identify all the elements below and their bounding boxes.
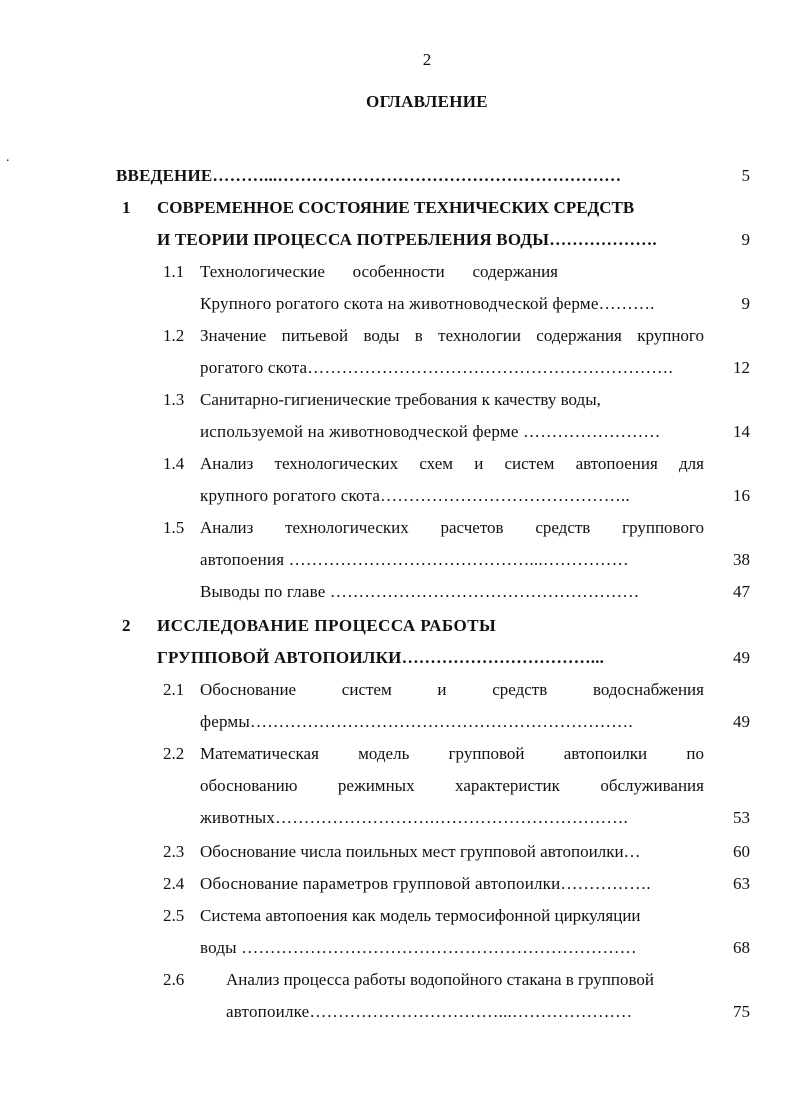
toc-section-title — [200, 744, 704, 764]
toc-section-title-cont — [200, 776, 704, 796]
toc-section-conclusions: Выводы по главе ……………………………………………… — [200, 582, 640, 601]
word: питьевой — [281, 326, 349, 345]
toc-section-number: 1.1 — [163, 262, 185, 281]
toc-section-title — [200, 518, 704, 538]
toc-entry-intro: ВВЕДЕНИЕ………...…………………………………………………… — [116, 166, 622, 185]
page-title: ОГЛАВЛЕНИЕ — [366, 92, 488, 111]
toc-section-number: 2.6 — [163, 970, 185, 989]
toc-section-page: 60 — [733, 842, 750, 861]
toc-section-title-cont: используемой на животноводческой ферме …………………… — [200, 422, 661, 441]
word: автопоения — [575, 454, 658, 473]
toc-section-title — [200, 680, 704, 700]
toc-section-title-cont: крупного рогатого скота…………………………………….. — [200, 486, 630, 505]
toc-section-number: 2.4 — [163, 874, 185, 893]
toc-chapter-title-cont: ГРУППОВОЙ АВТОПОИЛКИ……………………………... — [157, 648, 605, 667]
word: водоснабжения — [592, 680, 704, 699]
word: средств — [492, 680, 548, 699]
toc-section-number: 1.3 — [163, 390, 185, 409]
word: Технологические — [200, 262, 325, 281]
toc-section-title-cont: автопоения ……………………………………...…………… — [200, 550, 629, 569]
toc-section-number: 1.2 — [163, 326, 185, 345]
toc-section-page: 12 — [733, 358, 750, 377]
word: технологических — [274, 454, 399, 473]
toc-section-title: Обоснование параметров групповой автопоилки……………. — [200, 874, 651, 893]
toc-section-page: 63 — [733, 874, 750, 893]
toc-section-title — [200, 454, 704, 474]
toc-section-page: 75 — [733, 1002, 750, 1021]
toc-section-title-cont: животных……………………….……………………………. — [200, 808, 628, 827]
word: воды — [363, 326, 400, 345]
toc-section-page: 16 — [733, 486, 750, 505]
toc-section-title: Система автопоения как модель термосифонной циркуляции — [200, 906, 641, 925]
toc-section-title-cont: автопоилке……………………………...………………… — [226, 1002, 633, 1021]
word: модель — [358, 744, 410, 763]
toc-chapter-number: 2 — [122, 616, 131, 635]
toc-chapter-page: 49 — [733, 648, 750, 667]
toc-section-number: 2.3 — [163, 842, 185, 861]
word: и — [474, 454, 484, 473]
toc-chapter-title: СОВРЕМЕННОЕ СОСТОЯНИЕ ТЕХНИЧЕСКИХ СРЕДСТВ — [157, 198, 635, 217]
toc-section-title — [200, 262, 558, 282]
toc-section-title-cont: рогатого скота………………………………………………………. — [200, 358, 673, 377]
word: режимных — [337, 776, 415, 795]
stray-mark: . — [6, 150, 10, 165]
word: особенности — [352, 262, 445, 281]
toc-section-page: 47 — [733, 582, 750, 601]
word: содержания — [472, 262, 558, 281]
toc-section-number: 2.2 — [163, 744, 185, 763]
toc-page-intro: 5 — [741, 166, 750, 185]
word: автопоилки — [563, 744, 648, 763]
toc-section-number: 2.1 — [163, 680, 185, 699]
word: крупного — [637, 326, 704, 345]
toc-section-page: 38 — [733, 550, 750, 569]
word: Математическая — [200, 744, 319, 763]
word: групповой — [448, 744, 525, 763]
word: в — [414, 326, 423, 345]
word: характеристик — [455, 776, 560, 795]
word: систем — [504, 454, 555, 473]
toc-section-page: 53 — [733, 808, 750, 827]
toc-section-title: Анализ процесса работы водопойного стакана в групповой — [226, 970, 655, 989]
toc-section-page: 9 — [741, 294, 750, 313]
toc-section-number: 2.5 — [163, 906, 185, 925]
word: по — [686, 744, 704, 763]
word: Значение — [200, 326, 267, 345]
toc-section-title: Обоснование числа поильных мест групповой автопоилки… — [200, 842, 641, 861]
toc-section-title-cont: воды …………………………………………………………… — [200, 938, 637, 957]
toc-chapter-title: ИССЛЕДОВАНИЕ ПРОЦЕССА РАБОТЫ — [157, 616, 497, 635]
word: группового — [622, 518, 704, 537]
toc-chapter-number: 1 — [122, 198, 131, 217]
word: для — [678, 454, 704, 473]
toc-section-title: Санитарно-гигиенические требования к качеству воды, — [200, 390, 601, 409]
toc-section-page: 49 — [733, 712, 750, 731]
word: систем — [341, 680, 392, 699]
word: обслуживания — [600, 776, 704, 795]
toc-section-number: 1.5 — [163, 518, 185, 537]
toc-section-number: 1.4 — [163, 454, 185, 473]
toc-section-page: 14 — [733, 422, 750, 441]
toc-section-title-cont: фермы…………………………………………………………. — [200, 712, 633, 731]
word: технологических — [285, 518, 409, 537]
word: средств — [535, 518, 591, 537]
toc-section-title-cont: Крупного рогатого скота на животноводческой ферме………. — [200, 294, 655, 313]
word: содержания — [536, 326, 622, 345]
word: обоснованию — [200, 776, 298, 795]
word: Обоснование — [200, 680, 297, 699]
word: Анализ — [200, 454, 254, 473]
toc-section-page: 68 — [733, 938, 750, 957]
word: схем — [419, 454, 454, 473]
word: и — [437, 680, 447, 699]
word: расчетов — [440, 518, 504, 537]
page-number: 2 — [422, 50, 432, 69]
word: технологии — [438, 326, 521, 345]
toc-section-title — [200, 326, 704, 346]
toc-chapter-title-cont: И ТЕОРИИ ПРОЦЕССА ПОТРЕБЛЕНИЯ ВОДЫ………………. — [157, 230, 657, 249]
toc-chapter-page: 9 — [741, 230, 750, 249]
word: Анализ — [200, 518, 254, 537]
